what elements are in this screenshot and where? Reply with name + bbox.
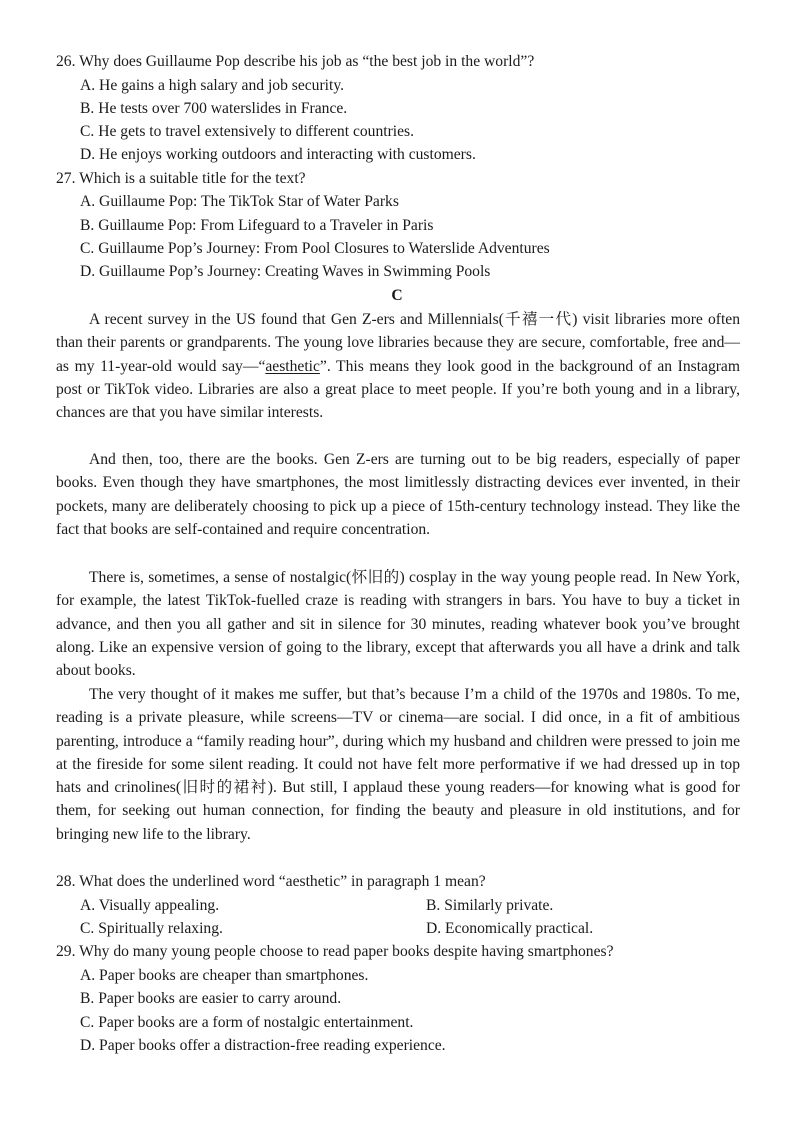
paragraph-1-text-before: A recent survey in the US found that Gen Z-ers and Millennials(千禧一代) visit libraries more often than their parents or grandparents. The young love libraries because they are secure, comfortable, free and—as my 11-year-old would say—“ bbox=[56, 311, 740, 375]
question-29-option-a: A. Paper books are cheaper than smartphones. bbox=[80, 967, 369, 984]
question-26-stem: 26. Why does Guillaume Pop describe his job as “the best job in the world”? bbox=[56, 53, 535, 70]
question-29-option-b: B. Paper books are easier to carry around. bbox=[80, 990, 342, 1007]
passage-paragraph-4: The very thought of it makes me suffer, but that’s because I’m a child of the 1970s and 1980s. To me, reading is a private pleasure, while screens—TV or cinema—are social. I did once, in a fit of ambitious parenting, introduce a “family reading hour”, during which my husband and children were pressed to join me at the fireside for some silent reading. It could not have felt more performative if we had dressed up in top hats and crinolines(旧时的裙衬). But still, I applaud these young readers—for knowing what is good for them, for seeking out human connection, for finding the beauty and pleasure in old institutions, and for bringing new life to the library. bbox=[56, 686, 740, 843]
underlined-word-aesthetic: aesthetic bbox=[265, 357, 320, 375]
passage-paragraph-1 bbox=[56, 308, 740, 424]
question-26-option-d: D. He enjoys working outdoors and interacting with customers. bbox=[80, 146, 476, 163]
question-27-stem: 27. Which is a suitable title for the text? bbox=[56, 170, 306, 187]
question-27-option-b: B. Guillaume Pop: From Lifeguard to a Traveler in Paris bbox=[80, 217, 434, 234]
paragraph-1-text-after: ”. This means they look good in the background of an Instagram post or TikTok video. Libraries are also a great place to meet people. If you’re both young and in a library, chances are that you have similar interests. bbox=[56, 357, 740, 422]
question-28-option-d: D. Economically practical. bbox=[426, 920, 594, 937]
question-28-option-b: B. Similarly private. bbox=[426, 897, 554, 914]
question-27-option-c: C. Guillaume Pop’s Journey: From Pool Closures to Waterslide Adventures bbox=[80, 240, 550, 257]
question-26-option-a: A. He gains a high salary and job security. bbox=[80, 77, 345, 94]
question-29-option-c: C. Paper books are a form of nostalgic entertainment. bbox=[80, 1014, 414, 1031]
question-28-option-a: A. Visually appealing. bbox=[80, 897, 220, 914]
question-26-option-c: C. He gets to travel extensively to different countries. bbox=[80, 123, 415, 140]
passage-heading: C bbox=[391, 287, 403, 304]
question-29-stem: 29. Why do many young people choose to read paper books despite having smartphones? bbox=[56, 943, 614, 960]
passage-paragraph-2: And then, too, there are the books. Gen Z-ers are turning out to be big readers, especially of paper books. Even though they have smartphones, the most limitlessly distracting devices ever invented, in their pockets, many are deliberately choosing to pick up a piece of 15th-century technology instead. They like the fact that books are self-contained and require concentration. bbox=[56, 451, 740, 538]
question-27-option-d: D. Guillaume Pop’s Journey: Creating Waves in Swimming Pools bbox=[80, 263, 491, 280]
question-28-stem: 28. What does the underlined word “aesthetic” in paragraph 1 mean? bbox=[56, 873, 486, 890]
question-27-option-a: A. Guillaume Pop: The TikTok Star of Water Parks bbox=[80, 193, 399, 210]
question-26-option-b: B. He tests over 700 waterslides in France. bbox=[80, 100, 348, 117]
question-29-option-d: D. Paper books offer a distraction-free reading experience. bbox=[80, 1037, 446, 1054]
question-28-option-c: C. Spiritually relaxing. bbox=[80, 920, 223, 937]
passage-paragraph-3: There is, sometimes, a sense of nostalgic(怀旧的) cosplay in the way young people read. In New York, for example, the latest TikTok-fuelled craze is reading with strangers in bars. You have to buy a ticket in advance, and then you all gather and sit in silence for 30 minutes, reading whatever book you’ve brought along. Like an expensive version of going to the library, except that afterwards you all have a drink and talk about books. bbox=[56, 569, 740, 680]
